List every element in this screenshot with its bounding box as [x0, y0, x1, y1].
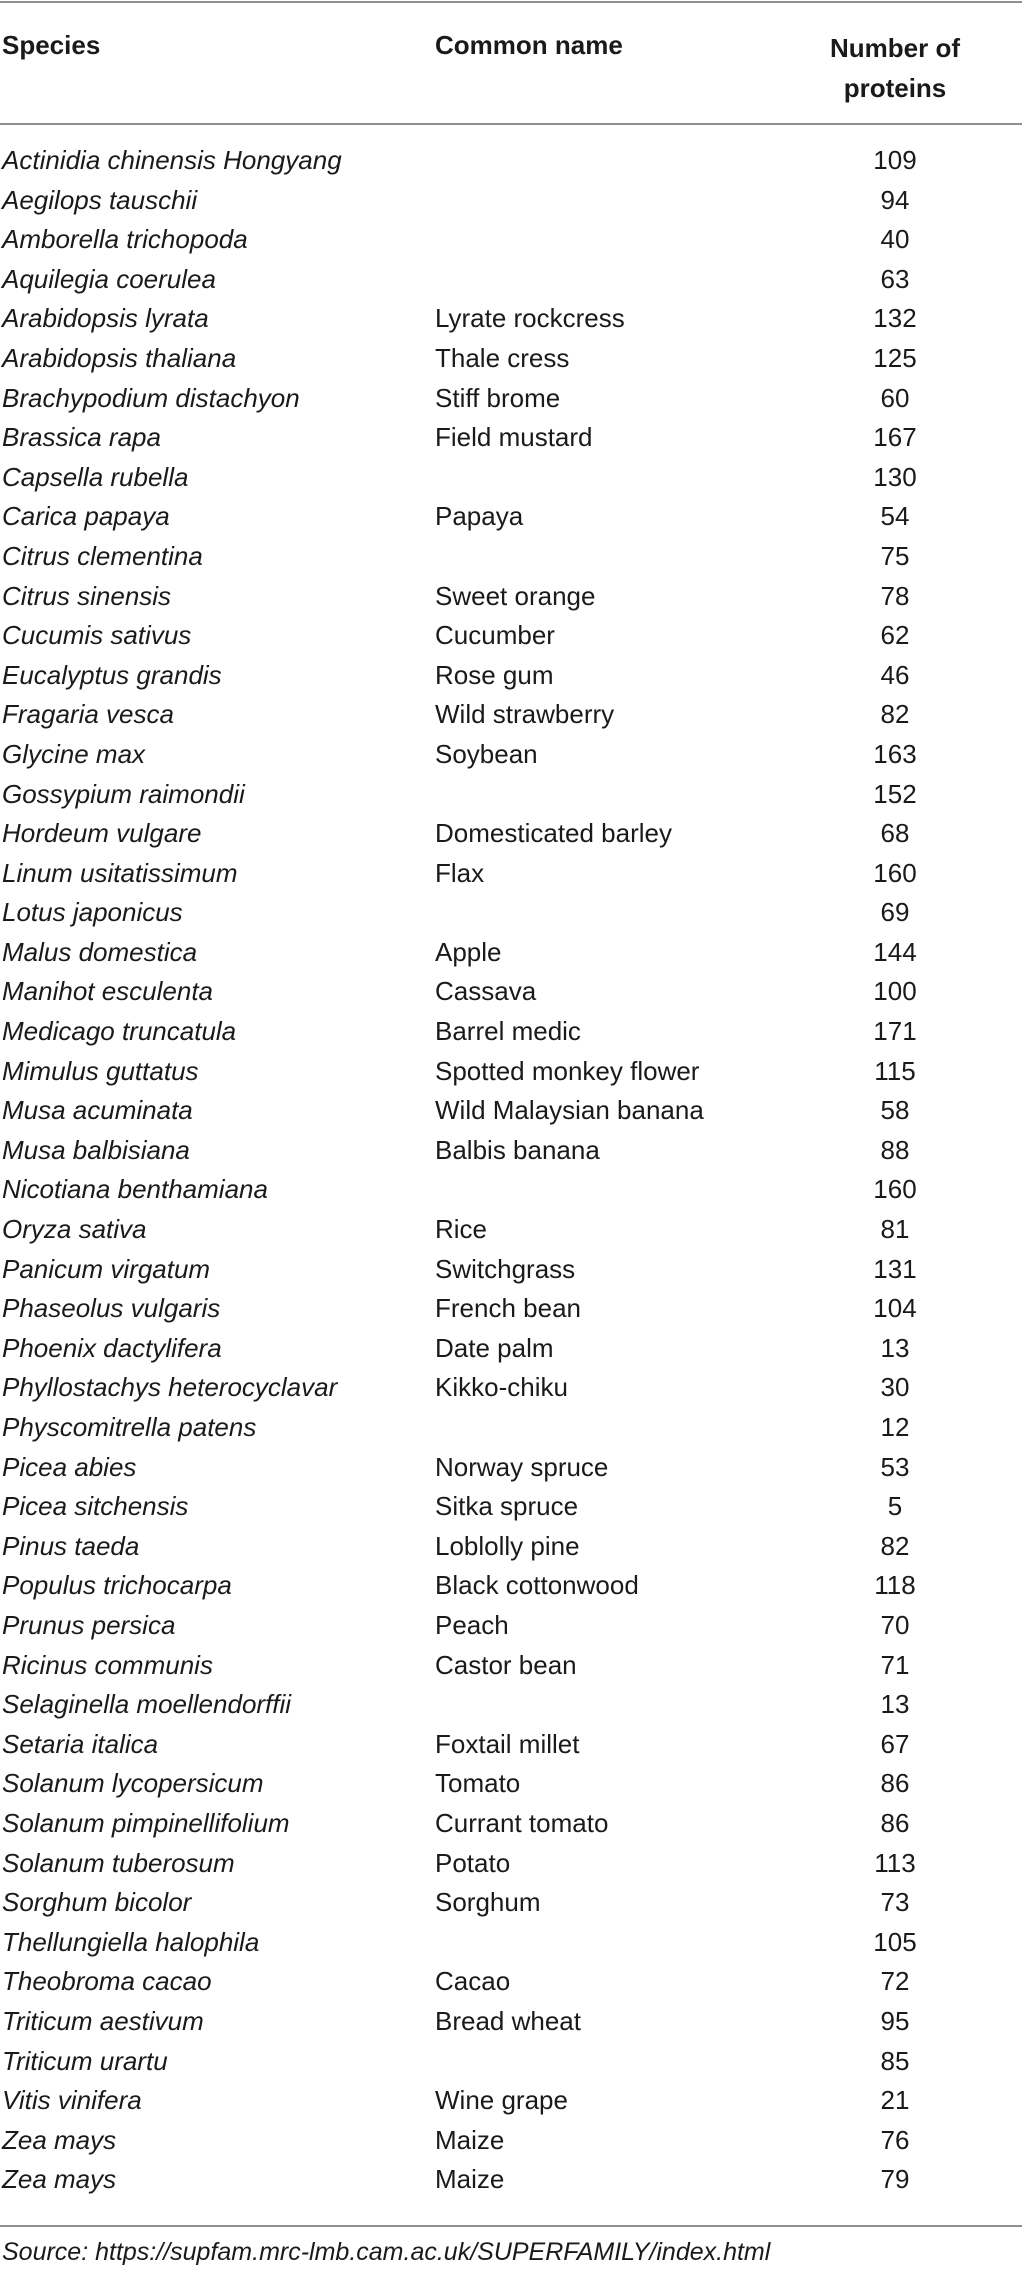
table-row [0, 897, 1022, 937]
common-name-cell: Wine grape [435, 2085, 568, 2116]
protein-count-cell: 152 [873, 778, 917, 809]
common-name-cell: Spotted monkey flower [435, 1055, 700, 1086]
common-name-cell: Wild strawberry [435, 699, 615, 730]
table-row [0, 1016, 1022, 1056]
protein-count-cell: 82 [880, 1530, 910, 1561]
table-row [0, 1372, 1022, 1412]
common-name-cell: Thale cress [435, 342, 570, 373]
protein-count-cell: 53 [880, 1451, 910, 1482]
protein-count-cell: 63 [880, 263, 910, 294]
species-cell: Citrus sinensis [2, 580, 172, 611]
common-name-cell: Cassava [435, 976, 537, 1007]
species-cell: Aquilegia coerulea [2, 263, 216, 294]
table-top-rule [0, 1, 1022, 3]
protein-count-cell: 54 [880, 501, 910, 532]
species-cell: Musa acuminata [2, 1095, 193, 1126]
species-cell: Fragaria vesca [2, 699, 174, 730]
table-row [0, 462, 1022, 502]
table-row [0, 1056, 1022, 1096]
protein-count-cell: 160 [873, 857, 917, 888]
species-cell: Phoenix dactylifera [2, 1332, 222, 1363]
species-cell: Lotus japonicus [2, 897, 183, 928]
table-row [0, 620, 1022, 660]
species-cell: Vitis vinifera [2, 2085, 142, 2116]
table-row [0, 2046, 1022, 2086]
protein-count-cell: 13 [880, 1332, 910, 1363]
species-cell: Arabidopsis thaliana [2, 342, 237, 373]
table-row [0, 264, 1022, 304]
species-cell: Picea abies [2, 1451, 137, 1482]
protein-count-cell: 67 [880, 1728, 910, 1759]
species-cell: Prunus persica [2, 1609, 176, 1640]
species-cell: Aegilops tauschii [2, 184, 198, 215]
table-row [0, 1848, 1022, 1888]
table-row [0, 581, 1022, 621]
species-cell: Ricinus communis [2, 1649, 213, 1680]
table-row [0, 976, 1022, 1016]
common-name-cell: Potato [435, 1847, 511, 1878]
species-cell: Glycine max [2, 738, 146, 769]
protein-count-cell: 79 [880, 2164, 910, 2195]
common-name-cell: Loblolly pine [435, 1530, 580, 1561]
table-row [0, 224, 1022, 264]
table-row [0, 1808, 1022, 1848]
header-common-name: Common name [435, 30, 623, 60]
protein-count-cell: 132 [873, 303, 917, 334]
common-name-cell: Rose gum [435, 659, 554, 690]
species-cell: Musa balbisiana [2, 1134, 190, 1165]
species-cell: Setaria italica [2, 1728, 159, 1759]
protein-count-cell: 118 [874, 1570, 916, 1601]
common-name-cell: Maize [435, 2124, 505, 2155]
common-name-cell: Sweet orange [435, 580, 596, 611]
table-row [0, 1531, 1022, 1571]
common-name-cell: Currant tomato [435, 1807, 609, 1838]
common-name-cell: Papaya [435, 501, 524, 532]
protein-count-cell: 88 [880, 1134, 910, 1165]
protein-count-cell: 76 [880, 2124, 910, 2155]
species-cell: Solanum tuberosum [2, 1847, 235, 1878]
table-row [0, 1966, 1022, 2006]
table-row [0, 145, 1022, 185]
table-row [0, 1729, 1022, 1769]
species-cell: Picea sitchensis [2, 1491, 189, 1522]
species-cell: Brachypodium distachyon [2, 382, 300, 413]
protein-count-cell: 71 [880, 1649, 910, 1680]
common-name-cell: Sitka spruce [435, 1491, 579, 1522]
common-name-cell: Wild Malaysian banana [435, 1095, 704, 1126]
table-row [0, 779, 1022, 819]
common-name-cell: Barrel medic [435, 1016, 581, 1047]
table-row [0, 660, 1022, 700]
species-cell: Capsella rubella [2, 461, 189, 492]
table-row [0, 383, 1022, 423]
table-row [0, 1412, 1022, 1452]
species-cell: Populus trichocarpa [2, 1570, 232, 1601]
table-row [0, 2125, 1022, 2165]
protein-count-cell: 30 [880, 1372, 910, 1403]
species-cell: Mimulus guttatus [2, 1055, 199, 1086]
table-row [0, 343, 1022, 383]
table-row [0, 1135, 1022, 1175]
species-cell: Amborella trichopoda [2, 224, 248, 255]
table-row [0, 1768, 1022, 1808]
common-name-cell: Peach [435, 1609, 509, 1640]
protein-count-cell: 131 [873, 1253, 917, 1284]
protein-count-cell: 95 [880, 2005, 910, 2036]
species-cell: Citrus clementina [2, 540, 203, 571]
protein-count-cell: 73 [880, 1887, 910, 1918]
protein-count-cell: 40 [880, 224, 910, 255]
table-row [0, 501, 1022, 541]
common-name-cell: Kikko-chiku [435, 1372, 568, 1403]
common-name-cell: Sorghum [435, 1887, 541, 1918]
header-species: Species [2, 30, 101, 60]
protein-count-cell: 113 [874, 1847, 916, 1878]
common-name-cell: Soybean [435, 738, 538, 769]
protein-count-cell: 85 [880, 2045, 910, 2076]
species-cell: Gossypium raimondii [2, 778, 245, 809]
species-cell: Actinidia chinensis Hongyang [2, 145, 342, 175]
table-row [0, 1333, 1022, 1373]
protein-count-cell: 130 [873, 461, 917, 492]
common-name-cell: Flax [435, 857, 485, 888]
species-cell: Zea mays [2, 2164, 117, 2195]
species-cell: Brassica rapa [2, 422, 161, 453]
protein-count-cell: 75 [880, 540, 910, 571]
protein-count-cell: 109 [873, 145, 917, 175]
protein-count-cell: 58 [880, 1095, 910, 1126]
table-row [0, 2085, 1022, 2125]
common-name-cell: Lyrate rockcress [435, 303, 625, 334]
header-number-line2: proteins [843, 73, 947, 103]
protein-count-cell: 5 [887, 1491, 903, 1522]
table-row [0, 1927, 1022, 1967]
protein-count-cell: 13 [880, 1689, 910, 1720]
common-name-cell: Field mustard [435, 422, 593, 453]
protein-count-cell: 160 [873, 1174, 917, 1205]
common-name-cell: Domesticated barley [435, 818, 672, 849]
table-row [0, 1887, 1022, 1927]
protein-count-cell: 144 [873, 936, 917, 967]
common-name-cell: Date palm [435, 1332, 554, 1363]
common-name-cell: Stiff brome [435, 382, 561, 413]
species-cell: Cucumis sativus [2, 620, 192, 651]
species-cell: Panicum virgatum [2, 1253, 211, 1284]
species-cell: Hordeum vulgare [2, 818, 202, 849]
table-row [0, 1570, 1022, 1610]
table-row [0, 1650, 1022, 1690]
protein-count-cell: 81 [880, 1214, 910, 1245]
table-row [0, 739, 1022, 779]
table-row [0, 1174, 1022, 1214]
table-row [0, 1254, 1022, 1294]
protein-count-cell: 163 [873, 738, 917, 769]
table-bottom-rule [0, 2225, 1022, 2227]
species-cell: Carica papaya [2, 501, 170, 532]
species-cell: Linum usitatissimum [2, 857, 238, 888]
table-row [0, 422, 1022, 462]
protein-count-cell: 86 [880, 1807, 910, 1838]
common-name-cell: Cucumber [435, 620, 555, 651]
table-row [0, 1689, 1022, 1729]
table-row [0, 1214, 1022, 1254]
common-name-cell: Bread wheat [435, 2005, 581, 2036]
species-cell: Selaginella moellendorffii [2, 1689, 292, 1720]
protein-count-cell: 70 [880, 1609, 910, 1640]
species-cell: Phaseolus vulgaris [2, 1293, 221, 1324]
source-note: Source: https://supfam.mrc-lmb.cam.ac.uk/SUPERFAMILY/index.html [2, 2238, 771, 2266]
header-number-of-proteins [810, 28, 980, 108]
common-name-cell: Norway spruce [435, 1451, 609, 1482]
species-cell: Phyllostachys heterocyclavar [2, 1372, 338, 1403]
species-cell: Manihot esculenta [2, 976, 214, 1007]
common-name-cell: Switchgrass [435, 1253, 576, 1284]
table-row [0, 2006, 1022, 2046]
protein-count-cell: 21 [880, 2085, 910, 2116]
species-cell: Medicago truncatula [2, 1016, 237, 1047]
species-cell: Triticum urartu [2, 2045, 168, 2076]
protein-count-cell: 105 [873, 1926, 917, 1957]
protein-count-cell: 125 [873, 342, 917, 373]
protein-count-cell: 171 [873, 1016, 917, 1047]
species-cell: Thellungiella halophila [2, 1926, 260, 1957]
protein-count-cell: 68 [880, 818, 910, 849]
table-row [0, 185, 1022, 225]
species-cell: Arabidopsis lyrata [2, 303, 209, 334]
species-cell: Oryza sativa [2, 1214, 147, 1245]
common-name-cell: Balbis banana [435, 1134, 600, 1165]
species-cell: Malus domestica [2, 936, 198, 967]
table-row [0, 1293, 1022, 1333]
protein-count-cell: 167 [873, 422, 917, 453]
table-row [0, 937, 1022, 977]
common-name-cell: Tomato [435, 1768, 521, 1799]
protein-count-cell: 78 [880, 580, 910, 611]
protein-count-cell: 100 [873, 976, 917, 1007]
species-cell: Solanum pimpinellifolium [2, 1807, 290, 1838]
table-row [0, 2164, 1022, 2204]
table-row [0, 1610, 1022, 1650]
table-header [0, 24, 1022, 124]
species-cell: Triticum aestivum [2, 2005, 204, 2036]
common-name-cell: Cacao [435, 1966, 511, 1997]
common-name-cell: Black cottonwood [435, 1570, 639, 1601]
table-row [0, 303, 1022, 343]
common-name-cell: Foxtail millet [435, 1728, 580, 1759]
table-row [0, 1095, 1022, 1135]
common-name-cell: Maize [435, 2164, 505, 2195]
species-cell: Zea mays [2, 2124, 117, 2155]
species-cell: Theobroma cacao [2, 1966, 212, 1997]
protein-count-cell: 115 [874, 1055, 916, 1086]
table-row [0, 699, 1022, 739]
protein-count-cell: 72 [880, 1966, 910, 1997]
common-name-cell: Rice [435, 1214, 488, 1245]
header-number-line1: Number of [830, 33, 960, 63]
protein-count-cell: 62 [880, 620, 910, 651]
table-row [0, 818, 1022, 858]
table-row [0, 541, 1022, 581]
species-cell: Eucalyptus grandis [2, 659, 222, 690]
common-name-cell: Castor bean [435, 1649, 577, 1680]
protein-count-cell: 69 [880, 897, 910, 928]
species-cell: Nicotiana benthamiana [2, 1174, 268, 1205]
protein-count-cell: 94 [880, 184, 910, 215]
protein-count-cell: 104 [873, 1293, 917, 1324]
table-row [0, 858, 1022, 898]
species-cell: Sorghum bicolor [2, 1887, 192, 1918]
protein-count-cell: 86 [880, 1768, 910, 1799]
species-cell: Physcomitrella patens [2, 1412, 257, 1442]
common-name-cell: Apple [435, 936, 502, 967]
protein-count-cell: 60 [880, 382, 910, 413]
protein-count-cell: 82 [880, 699, 910, 730]
table-row [0, 1491, 1022, 1531]
protein-count-cell: 12 [880, 1412, 910, 1442]
species-cell: Pinus taeda [2, 1530, 140, 1561]
table-row [0, 1452, 1022, 1492]
table-body [0, 145, 1022, 2204]
protein-count-cell: 46 [880, 659, 910, 690]
common-name-cell: French bean [435, 1293, 581, 1324]
species-cell: Solanum lycopersicum [2, 1768, 264, 1799]
header-bottom-rule [0, 123, 1022, 125]
